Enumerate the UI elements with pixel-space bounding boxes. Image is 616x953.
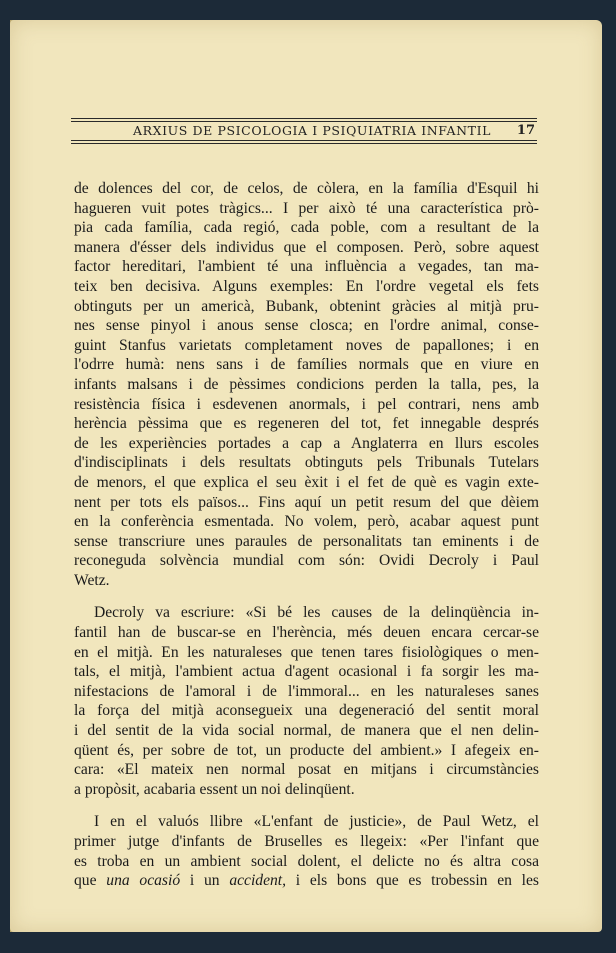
paragraph-line: de les experiències portades a cap a Anglaterra en llurs escoles xyxy=(74,434,539,452)
paragraph-line: sense transcriure unes paraules de personalitats tan eminents i de xyxy=(74,532,539,550)
paragraph-line: resistència física i esdevenen anormals, i pel contrari, nens amb xyxy=(74,395,539,413)
paragraph-2 xyxy=(74,603,539,799)
paragraph-line: nent per tots els països... Fins aquí un petit resum del que dèiem xyxy=(74,493,539,511)
paragraph-line: i del sentit de la vida social normal, de manera que el nen delin- xyxy=(74,722,539,740)
paragraph-line: tals, el mitjà, l'ambient actua d'agent ocasional i fa sorgir les ma- xyxy=(74,663,539,681)
paragraph-line: es troba en un ambient social dolent, el delicte no és altra cosa xyxy=(74,852,539,870)
paragraph-line: l'odrre humà: nens sans i de famílies normals que en viure en xyxy=(74,356,539,374)
paragraph-line: nes sense pinyol i anous sense closca; en l'ordre animal, conse- xyxy=(74,317,539,335)
paragraph-line: manera d'ésser dels individus que el composen. Però, sobre aquest xyxy=(74,238,539,256)
paragraph-line: fantil han de buscar-se en l'herència, més deuen encara cercar-se xyxy=(74,624,539,642)
paragraph-line: d'indisciplinats i dels resultats obtinguts pels Tribunals Tutelars xyxy=(74,454,539,472)
paragraph-line: nifestacions de l'amoral i de l'immoral... en les naturaleses sanes xyxy=(74,682,539,700)
body-text xyxy=(74,179,539,891)
paragraph-line: infants malsans i de pèssimes condicions perden la talla, pes, la xyxy=(74,375,539,393)
paragraph-line: a propòsit, acabaria essent un noi delinqüent. xyxy=(74,780,355,798)
paragraph-line: en el mitjà. En les naturaleses que tenen tares fisiològiques o men- xyxy=(74,643,539,661)
journal-title: ARXIUS DE PSICOLOGIA I PSIQUIATRIA INFANTIL xyxy=(133,123,492,138)
running-header xyxy=(71,116,537,146)
paragraph-line: Wetz. xyxy=(74,571,110,589)
page-number: 17 xyxy=(516,123,535,138)
paragraph-3 xyxy=(74,812,539,890)
paragraph-line: guint Stanfus varietats completament noves de papallones; i en xyxy=(74,336,539,354)
paragraph-line: en la conferència esmentada. No volem, però, acabar aquest punt xyxy=(74,513,539,531)
paragraph-line: reconeguda solvència mundial com són: Ovidi Decroly i Paul xyxy=(74,552,539,570)
text-run: i un xyxy=(180,872,230,890)
italic-text: accident, xyxy=(229,872,287,890)
paragraph-line: herència pèssima que es regeneren del tot, fet innegable després xyxy=(74,415,539,433)
paragraph-line: la força del mitjà aconsegueix una degeneració del sentit moral xyxy=(74,702,539,720)
text-run: i els bons que es trobessin en les xyxy=(286,872,539,890)
paragraph-line: pia cada família, cada regió, cada poble, com a resultant de la xyxy=(74,219,539,237)
paragraph-line: factor hereditari, l'ambient té una influència a vegades, tan ma- xyxy=(74,258,539,276)
paragraph-line: primer jutge d'infants de Bruselles es llegeix: «Per l'infant que xyxy=(74,833,539,850)
paragraph-line: obtinguts per un americà, Bubank, obtenint gràcies al mitjà pru- xyxy=(74,297,539,315)
paragraph-line: hagueren vuit potes tràgics... I per això té una característica prò- xyxy=(74,199,539,217)
paragraph-1 xyxy=(74,179,539,590)
text-run: que xyxy=(74,872,107,890)
paragraph-line: Decroly va escriure: «Si bé les causes de la delinqüència in- xyxy=(94,604,539,622)
paragraph-line: teix ben decisiva. Alguns exemples: En l'ordre vegetal els fets xyxy=(74,277,539,295)
paragraph-line: qüent és, per sobre de tot, un producte del ambient.» I afegeix en- xyxy=(74,741,539,759)
paragraph-line: I en el valuós llibre «L'enfant de justicie», de Paul Wetz, el xyxy=(94,813,539,831)
header-rule-bottom xyxy=(71,143,537,144)
header-rule-top xyxy=(71,118,537,119)
header-rule-bottom-inner xyxy=(71,140,537,141)
paragraph-line xyxy=(74,871,539,891)
paragraph-line: de dolences del cor, de celos, de còlera, en la família d'Esquil hi xyxy=(74,180,539,197)
paragraph-line: de menors, el que explica el seu èxit i el fet de què es vagin exte- xyxy=(74,473,539,491)
paragraph-line: cara: «El mateix nen normal posat en mitjans i circumstàncies xyxy=(74,761,539,779)
italic-text: una ocasió xyxy=(106,872,181,890)
